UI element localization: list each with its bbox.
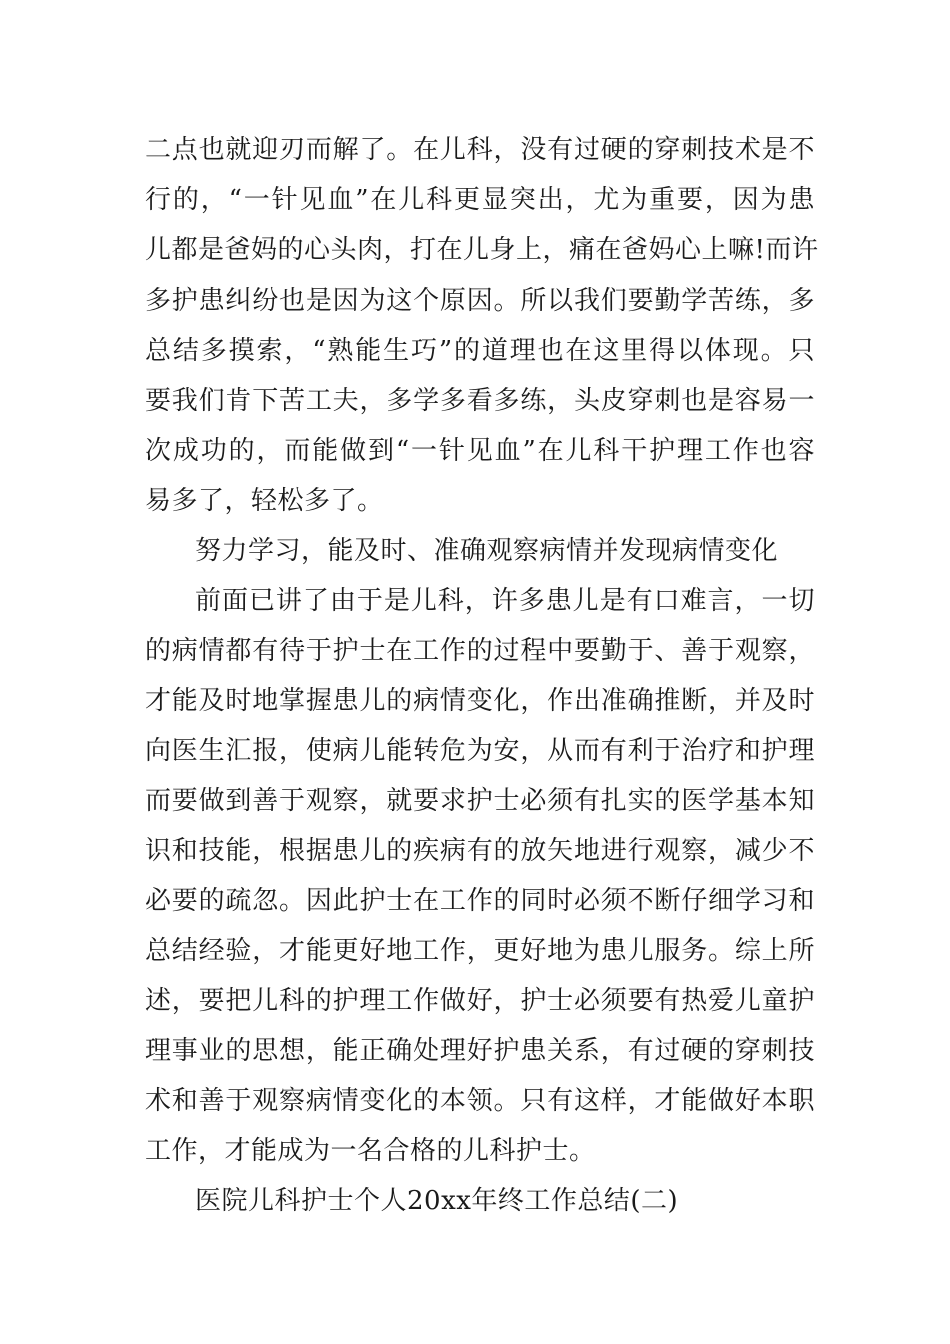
body-text-line: 总结经验，才能更好地工作，更好地为患儿服务。综上所 (145, 936, 815, 966)
body-text-line: 总结多摸索，“熟能生巧”的道理也在这里得以体现。只 (145, 336, 815, 366)
body-text-line: 多护患纠纷也是因为这个原因。所以我们要勤学苦练，多 (145, 286, 815, 316)
body-text-line: 向医生汇报，使病儿能转危为安，从而有利于治疗和护理 (145, 736, 815, 766)
body-text-line: 易多了，轻松多了。 (145, 486, 384, 516)
body-text-line: 术和善于观察病情变化的本领。只有这样，才能做好本职 (145, 1086, 815, 1116)
body-text-line: 必要的疏忽。因此护士在工作的同时必须不断仔细学习和 (145, 886, 815, 916)
body-text-line: 儿都是爸妈的心头肉，打在儿身上，痛在爸妈心上嘛!而许 (145, 235, 819, 265)
body-text-line: 理事业的思想，能正确处理好护患关系，有过硬的穿刺技 (145, 1036, 815, 1066)
body-text-line: 而要做到善于观察，就要求护士必须有扎实的医学基本知 (145, 786, 815, 816)
section-title: 医院儿科护士个人20xx年终工作总结(二) (195, 1186, 679, 1216)
body-text-line: 才能及时地掌握患儿的病情变化，作出准确推断，并及时 (145, 686, 815, 716)
body-text-line: 行的，“一针见血”在儿科更显突出，尤为重要，因为患 (145, 185, 815, 215)
body-text-line: 识和技能，根据患儿的疾病有的放矢地进行观察，减少不 (145, 836, 815, 866)
body-text-line: 的病情都有待于护士在工作的过程中要勤于、善于观察， (145, 636, 815, 666)
body-text-line: 述，要把儿科的护理工作做好，护士必须要有热爱儿童护 (145, 986, 815, 1016)
body-text-line: 二点也就迎刃而解了。在儿科，没有过硬的穿刺技术是不 (145, 135, 815, 165)
body-text-line: 工作，才能成为一名合格的儿科护士。 (145, 1136, 596, 1166)
section-heading: 努力学习，能及时、准确观察病情并发现病情变化 (195, 536, 779, 566)
body-text-line: 前面已讲了由于是儿科，许多患儿是有口难言，一切 (195, 586, 815, 616)
body-text-line: 次成功的，而能做到“一针见血”在儿科干护理工作也容 (145, 436, 815, 466)
body-text-line: 要我们肯下苦工夫，多学多看多练，头皮穿刺也是容易一 (145, 386, 815, 416)
